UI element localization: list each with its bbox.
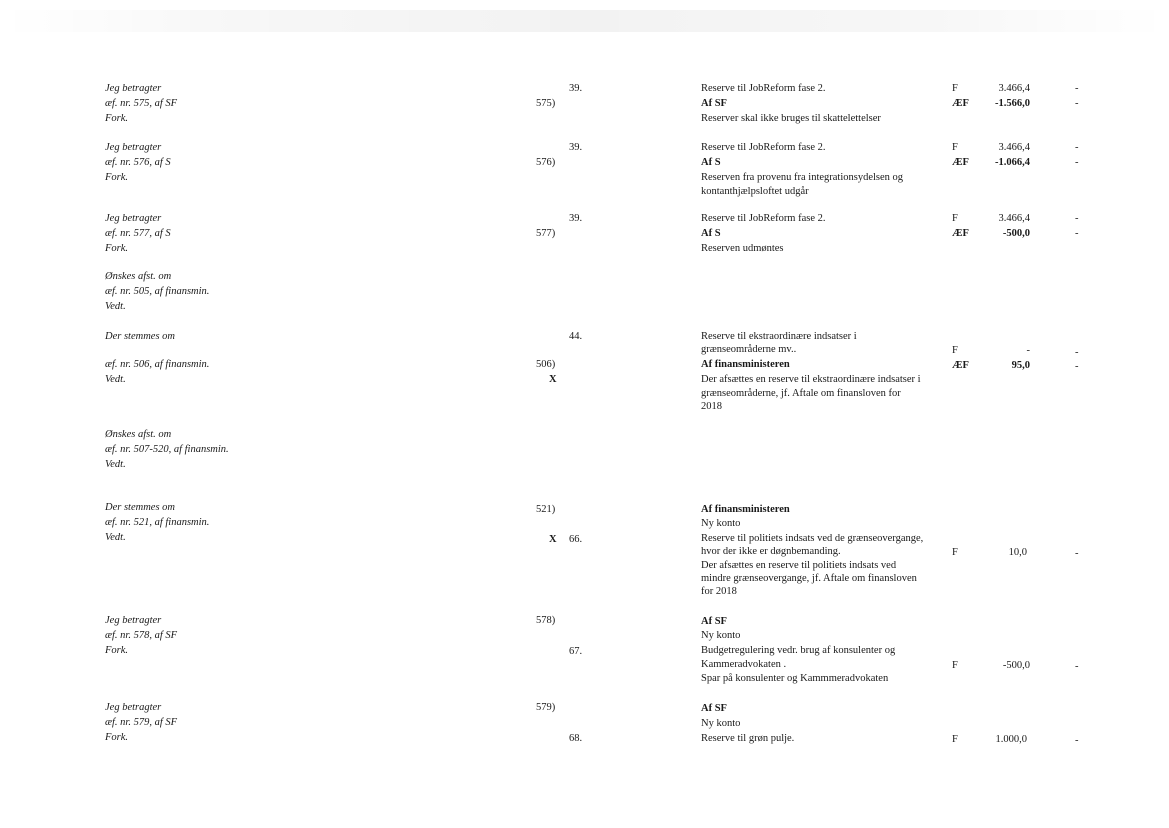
proposer: Af SF (701, 98, 727, 109)
vote-label: Ønskes afst. om (105, 271, 172, 282)
amount-value: 3.466,4 (998, 142, 1030, 153)
new-account-label: Ny konto (701, 630, 741, 641)
vote-label: Jeg betragter (105, 83, 162, 94)
amendment-number: 578) (536, 615, 556, 626)
amendment-number: 575) (536, 98, 556, 109)
amount-value: 95,0 (1011, 360, 1030, 371)
proposer: Af SF (701, 703, 727, 714)
account-number: 39. (569, 142, 583, 153)
vote-result: Fork. (105, 113, 129, 124)
amount-code: F (952, 734, 958, 745)
account-title: Reserve til politiets indsats ved de grænseovergange, (701, 533, 924, 544)
proposer: Af finansministeren (701, 504, 790, 515)
proposer: Af S (701, 228, 721, 239)
amount-code: ÆF (952, 360, 969, 371)
amendment-reference: æf. nr. 577, af S (105, 228, 171, 239)
account-number: 68. (569, 733, 583, 744)
vote-label: Jeg betragter (105, 213, 162, 224)
vote-result: Vedt. (105, 374, 126, 385)
amendment-number: 579) (536, 702, 556, 713)
amount-dash: - (1075, 98, 1079, 109)
amendment-description: Reserver skal ikke bruges til skattelettelser (701, 113, 881, 124)
amount-dash: - (1075, 548, 1079, 559)
amount-dash: - (1075, 361, 1079, 372)
vote-label: Jeg betragter (105, 615, 162, 626)
amount-value: -500,0 (1002, 228, 1030, 239)
amount-dash: - (1075, 661, 1079, 672)
vote-label: Der stemmes om (105, 502, 175, 513)
account-title: Reserve til ekstraordinære indsatser i (701, 331, 857, 342)
vote-result: Vedt. (105, 459, 126, 470)
amendment-reference: æf. nr. 506, af finansmin. (105, 359, 210, 370)
amendment-description: Der afsættes en reserve til ekstraordinære indsatser i (701, 374, 921, 385)
new-account-label: Ny konto (701, 518, 741, 529)
vote-result: Fork. (105, 645, 129, 656)
proposer: Af SF (701, 616, 727, 627)
account-title: Budgetregulering vedr. brug af konsulenter og (701, 645, 896, 656)
amount-value: 10,0 (1008, 547, 1027, 558)
amount-value: - (1026, 345, 1030, 356)
amount-code: ÆF (952, 228, 969, 239)
amount-code: F (952, 547, 958, 558)
new-account-label: Ny konto (701, 718, 741, 729)
amount-value: -1.566,0 (995, 98, 1030, 109)
amendment-description: grænseområderne, jf. Aftale om finansloven for (701, 388, 901, 399)
account-title: Reserve til JobReform fase 2. (701, 83, 826, 94)
vote-label: Ønskes afst. om (105, 429, 172, 440)
proposer: Af finansministeren (701, 359, 790, 370)
amendment-description: 2018 (701, 401, 722, 412)
amendment-reference: æf. nr. 578, af SF (105, 630, 178, 641)
amount-value: 1.000,0 (995, 734, 1027, 745)
amendment-description: mindre grænseovergange, jf. Aftale om finansloven (701, 573, 917, 584)
amendment-number: 521) (536, 504, 556, 515)
account-title: grænseområderne mv.. (701, 344, 797, 355)
amendment-reference: æf. nr. 579, af SF (105, 717, 178, 728)
amendment-number: 576) (536, 157, 556, 168)
amendment-reference: æf. nr. 575, af SF (105, 98, 178, 109)
amount-value: -1.066,4 (995, 157, 1030, 168)
amendment-description: Reserven udmøntes (701, 243, 784, 254)
amount-value: 3.466,4 (998, 213, 1030, 224)
amount-dash: - (1075, 228, 1079, 239)
account-title: Kammeradvokaten . (701, 659, 787, 670)
vote-result: Fork. (105, 172, 129, 183)
amount-code: F (952, 345, 958, 356)
amount-code: ÆF (952, 98, 969, 109)
account-title: Reserve til JobReform fase 2. (701, 213, 826, 224)
amendment-description: Spar på konsulenter og Kammmeradvokaten (701, 673, 889, 684)
amendment-description: Reserven fra provenu fra integrationsydelsen og (701, 172, 904, 183)
account-number: 39. (569, 83, 583, 94)
amount-dash: - (1075, 142, 1079, 153)
amendment-number: 577) (536, 228, 556, 239)
amount-code: F (952, 142, 958, 153)
amount-dash: - (1075, 213, 1079, 224)
amendment-description: for 2018 (701, 586, 737, 597)
amendment-number: 506) (536, 359, 556, 370)
amendment-reference: æf. nr. 521, af finansmin. (105, 517, 210, 528)
vote-label: Der stemmes om (105, 331, 175, 342)
account-title: Reserve til grøn pulje. (701, 733, 795, 744)
amount-dash: - (1075, 347, 1079, 358)
amount-code: F (952, 660, 958, 671)
amendment-reference: æf. nr. 505, af finansmin. (105, 286, 210, 297)
vote-result: Vedt. (105, 532, 126, 543)
account-number: 39. (569, 213, 583, 224)
account-number: 44. (569, 331, 583, 342)
vote-result: Fork. (105, 732, 129, 743)
amount-dash: - (1075, 83, 1079, 94)
amount-code: ÆF (952, 157, 969, 168)
amount-value: 3.466,4 (998, 83, 1030, 94)
amendment-reference: æf. nr. 576, af S (105, 157, 171, 168)
account-title: Reserve til JobReform fase 2. (701, 142, 826, 153)
vote-mark: X (549, 534, 557, 545)
amount-dash: - (1075, 157, 1079, 168)
proposer: Af S (701, 157, 721, 168)
account-number: 66. (569, 534, 583, 545)
account-title: hvor der ikke er døgnbemanding. (701, 546, 841, 557)
amount-value: -500,0 (1002, 660, 1030, 671)
amendment-description: kontanthjælpsloftet udgår (701, 186, 809, 197)
amendment-description: Der afsættes en reserve til politiets indsats ved (701, 560, 897, 571)
amount-dash: - (1075, 735, 1079, 746)
scan-shadow (0, 10, 1169, 32)
vote-result: Fork. (105, 243, 129, 254)
amendment-reference: æf. nr. 507-520, af finansmin. (105, 444, 229, 455)
vote-mark: X (549, 374, 557, 385)
amount-code: F (952, 213, 958, 224)
vote-result: Vedt. (105, 301, 126, 312)
amount-code: F (952, 83, 958, 94)
account-number: 67. (569, 646, 583, 657)
vote-label: Jeg betragter (105, 702, 162, 713)
vote-label: Jeg betragter (105, 142, 162, 153)
